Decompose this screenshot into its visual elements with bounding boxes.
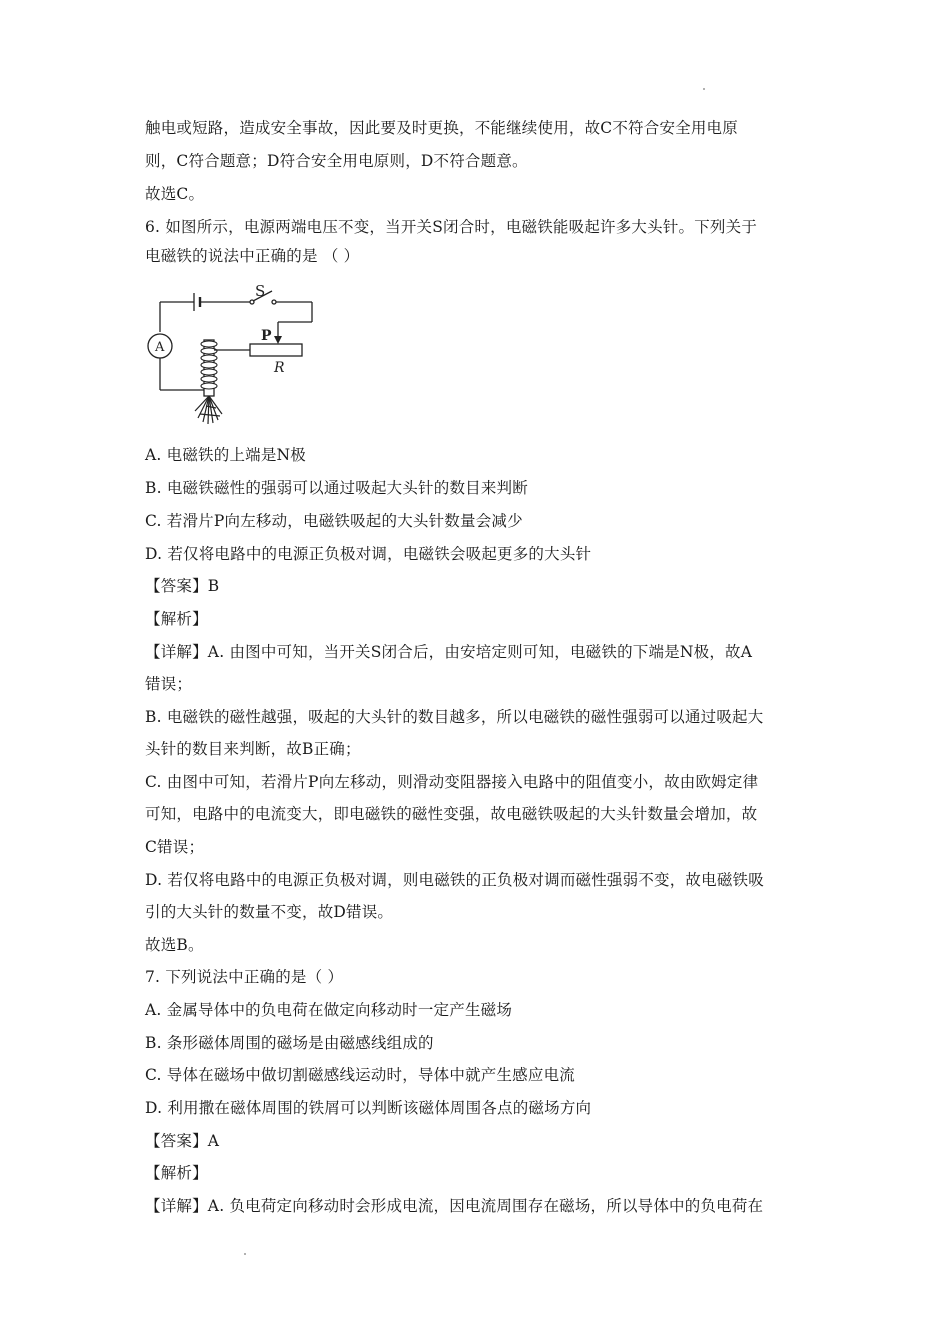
explanation-line: D. 若仅将电路中的电源正负极对调，则电磁铁的正负极对调而磁性强弱不变，故电磁铁吸 bbox=[145, 871, 764, 889]
question-6-stem: 6. 如图所示，电源两端电压不变，当开关S闭合时，电磁铁能吸起许多大头针。下列关于 bbox=[145, 218, 758, 236]
ammeter-label: A bbox=[155, 340, 165, 355]
explanation-line: C. 由图中可知，若滑片P向左移动，则滑动变阻器接入电路中的阻值变小，故由欧姆定律 bbox=[145, 773, 759, 791]
explanation-line: 头针的数目来判断，故B正确； bbox=[145, 740, 361, 758]
circuit-diagram bbox=[140, 278, 330, 433]
explanation-line: C错误； bbox=[145, 838, 205, 856]
option-b: B. 电磁铁磁性的强弱可以通过吸起大头针的数目来判断 bbox=[145, 479, 528, 497]
explanation-line: 错误； bbox=[145, 675, 193, 693]
text-line: 触电或短路，造成安全事故，因此要及时更换，不能继续使用，故C不符合安全用电原 bbox=[145, 119, 738, 137]
option-b: B. 条形磁体周围的磁场是由磁感线组成的 bbox=[145, 1034, 434, 1052]
explanation-line: B. 电磁铁的磁性越强，吸起的大头针的数目越多，所以电磁铁的磁性强弱可以通过吸起大 bbox=[145, 708, 764, 726]
rheostat-body bbox=[250, 344, 302, 356]
scan-dot bbox=[244, 1253, 246, 1255]
option-d: D. 若仅将电路中的电源正负极对调，电磁铁会吸起更多的大头针 bbox=[145, 545, 592, 563]
switch-label: S bbox=[255, 282, 266, 300]
text-line: 故选C。 bbox=[145, 185, 205, 203]
text-line: 则，C符合题意；D符合安全用电原则，D不符合题意。 bbox=[145, 152, 528, 170]
explanation-line: 故选B。 bbox=[145, 936, 204, 954]
explanation-line: 可知，电路中的电流变大，即电磁铁的磁性变强，故电磁铁吸起的大头针数量会增加，故 bbox=[145, 805, 758, 823]
analysis-label: 【解析】 bbox=[145, 1164, 208, 1182]
option-c: C. 导体在磁场中做切割磁感线运动时，导体中就产生感应电流 bbox=[145, 1066, 575, 1084]
electromagnet-coil bbox=[201, 341, 217, 389]
pins-cluster bbox=[195, 396, 222, 424]
option-d: D. 利用撒在磁体周围的铁屑可以判断该磁体周围各点的磁场方向 bbox=[145, 1099, 592, 1117]
answer-label: 【答案】A bbox=[145, 1132, 220, 1150]
explanation-line: 引的大头针的数量不变，故D错误。 bbox=[145, 903, 394, 921]
explanation-line: 【详解】A. 负电荷定向移动时会形成电流，因电流周围存在磁场，所以导体中的负电荷在 bbox=[145, 1197, 764, 1215]
slider-label: P bbox=[261, 328, 272, 344]
resistor-label: R bbox=[274, 360, 285, 376]
answer-label: 【答案】B bbox=[145, 577, 220, 595]
question-6-stem: 电磁铁的说法中正确的是 （ ） bbox=[145, 247, 360, 265]
option-a: A. 电磁铁的上端是N极 bbox=[145, 446, 307, 464]
question-7-stem: 7. 下列说法中正确的是（ ） bbox=[145, 968, 344, 986]
option-a: A. 金属导体中的负电荷在做定向移动时一定产生磁场 bbox=[145, 1001, 513, 1019]
slider-arrow bbox=[274, 336, 282, 344]
explanation-line: 【详解】A. 由图中可知，当开关S闭合后，由安培定则可知，电磁铁的下端是N极，故A bbox=[145, 643, 753, 661]
analysis-label: 【解析】 bbox=[145, 610, 208, 628]
scan-dot bbox=[703, 88, 705, 90]
switch-contact bbox=[272, 300, 276, 304]
option-c: C. 若滑片P向左移动，电磁铁吸起的大头针数量会减少 bbox=[145, 512, 523, 530]
